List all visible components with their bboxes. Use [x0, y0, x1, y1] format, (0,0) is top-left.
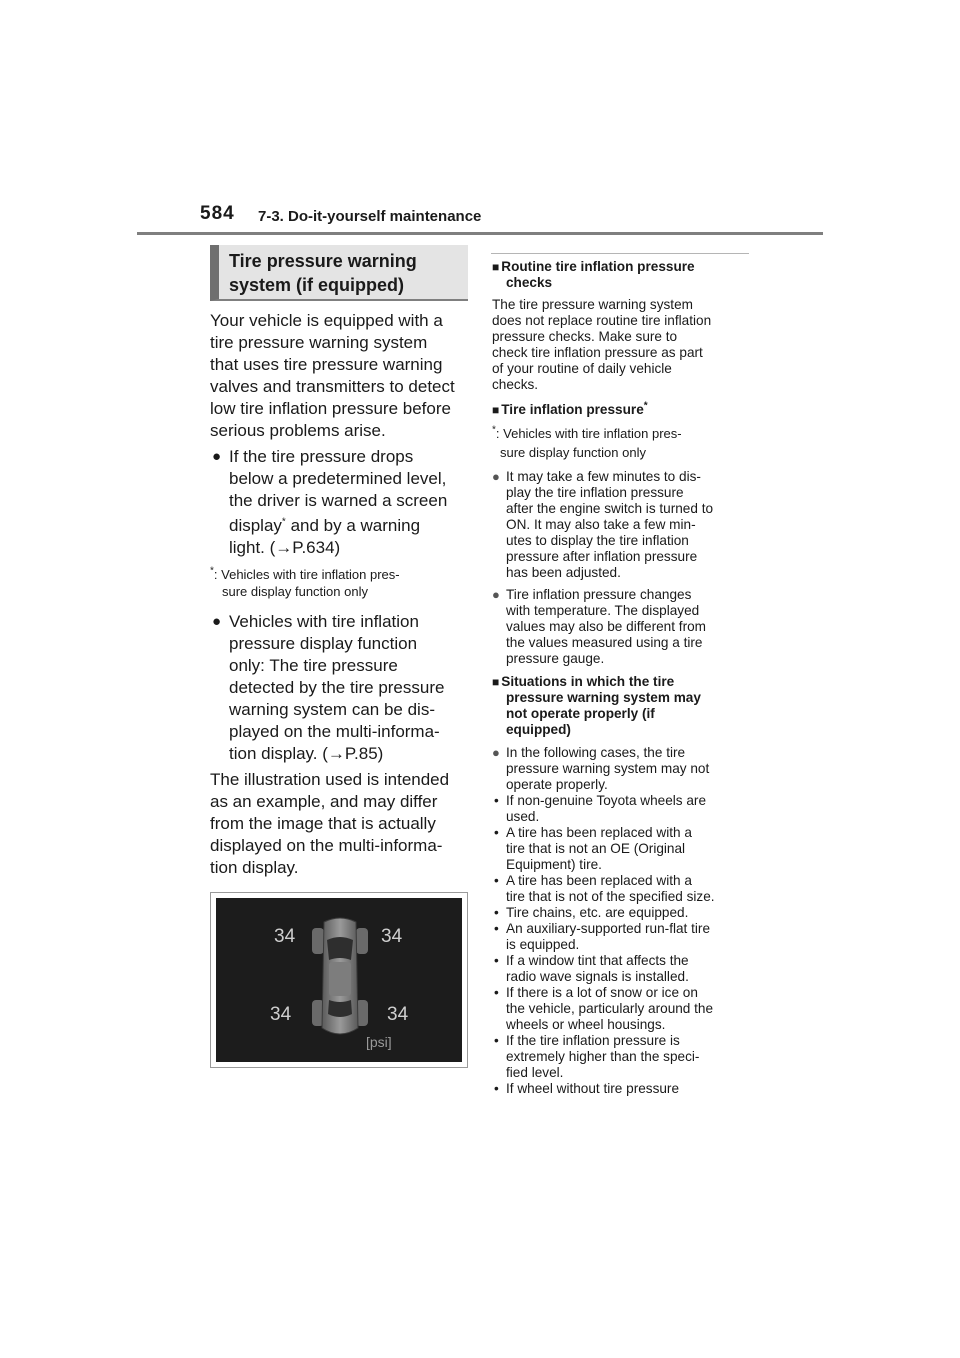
intro-line: low tire inflation pressure before	[210, 399, 451, 418]
rear-left-pressure: 34	[270, 1004, 292, 1025]
right-column	[492, 259, 752, 1097]
body-line: pressure after inflation pressure	[506, 549, 698, 564]
body-line: extremely higher than the speci-	[506, 1049, 700, 1064]
intro-line: Your vehicle is equipped with a	[210, 311, 443, 330]
case-item	[492, 1033, 752, 1081]
body-line: play the tire inflation pressure	[506, 485, 684, 500]
heading-text: Situations in which the tire	[501, 674, 675, 689]
outro-line: as an example, and may differ	[210, 792, 438, 811]
body-line: A tire has been replaced with a	[506, 873, 692, 888]
column-rule	[491, 253, 749, 254]
case-item	[492, 873, 752, 905]
square-bullet-icon: ■	[492, 403, 500, 417]
case-item	[492, 985, 752, 1033]
bullet-line: Vehicles with tire inflation	[229, 612, 419, 631]
bullet-line	[229, 515, 465, 537]
body-line: is equipped.	[506, 937, 580, 952]
footnote-text: sure display function only	[500, 445, 646, 460]
body-line: radio wave signals is installed.	[506, 969, 689, 984]
footnote-marker: *	[643, 400, 648, 412]
body-line: Tire chains, etc. are equipped.	[506, 905, 689, 920]
note-cases	[492, 745, 752, 793]
body-line: A tire has been replaced with a	[506, 825, 692, 840]
bullet-warning-display	[210, 446, 465, 559]
inflation-pressure-heading	[492, 402, 752, 418]
footnote-line	[210, 567, 400, 582]
body-line: of your routine of daily vehicle	[492, 361, 672, 376]
note-delay	[492, 469, 752, 581]
bullet-line	[229, 743, 465, 765]
bullet-dot-icon: ●	[212, 448, 222, 465]
square-bullet-icon: ■	[492, 260, 500, 274]
multi-info-display	[216, 898, 462, 1062]
body-line: fied level.	[506, 1065, 564, 1080]
section-heading	[210, 245, 468, 301]
footnote-text: : Vehicles with tire inflation pres-	[213, 567, 400, 582]
heading-line-2: system (if equipped)	[229, 275, 405, 295]
square-bullet-icon: ■	[492, 675, 500, 689]
dot-bullet-icon: •	[494, 985, 499, 1000]
circle-bullet-icon: ●	[492, 469, 500, 484]
bullet-text: and by a warning	[290, 516, 421, 535]
body-line: pressure gauge.	[506, 651, 605, 666]
section-title: 7-3. Do-it-yourself maintenance	[258, 208, 482, 225]
body-line: The tire pressure warning system	[492, 297, 693, 312]
body-line: If there is a lot of snow or ice on	[506, 985, 698, 1000]
outro-line: displayed on the multi-informa-	[210, 836, 443, 855]
rear-right-pressure: 34	[387, 1004, 409, 1025]
intro-line: serious problems arise.	[210, 421, 386, 440]
body-line: with temperature. The displayed	[506, 603, 700, 618]
body-line: operate properly.	[506, 777, 608, 792]
body-line: Tire inflation pressure changes	[506, 587, 692, 602]
circle-bullet-icon: ●	[492, 587, 500, 602]
body-line: If wheel without tire pressure	[506, 1081, 680, 1096]
bullet-line: If the tire pressure drops	[229, 447, 414, 466]
outro-line: from the image that is actually	[210, 814, 436, 833]
case-item	[492, 793, 752, 825]
heading-text: checks	[506, 275, 553, 290]
case-item	[492, 1081, 752, 1097]
arrow-icon: →	[327, 744, 345, 763]
dot-bullet-icon: •	[494, 953, 499, 968]
body-line: the values measured using a tire	[506, 635, 703, 650]
footnote-text: : Vehicles with tire inflation pres-	[495, 426, 682, 441]
heading-text: Routine tire inflation pressure	[501, 259, 695, 274]
footnote-marker: *	[281, 516, 286, 528]
body-line: utes to display the tire inflation	[506, 533, 689, 548]
body-line: ON. It may also take a few min-	[506, 517, 696, 532]
body-line: If a window tint that affects the	[506, 953, 689, 968]
tire-pressure-illustration	[210, 892, 468, 1068]
footnote-text: sure display function only	[222, 584, 368, 599]
body-line: the vehicle, particularly around the	[506, 1001, 714, 1016]
footnote	[210, 566, 465, 600]
situations-heading	[492, 674, 752, 738]
body-line: checks.	[492, 377, 539, 392]
intro-line: that uses tire pressure warning	[210, 355, 443, 374]
case-item	[492, 905, 752, 921]
bullet-line: played on the multi-informa-	[229, 722, 440, 741]
footnote-marker: *	[210, 565, 214, 577]
page-number: 584	[200, 203, 235, 224]
body-line: An auxiliary-supported run-flat tire	[506, 921, 710, 936]
body-line: If the tire inflation pressure is	[506, 1033, 680, 1048]
outro-line: tion display.	[210, 858, 299, 877]
body-line: tire that is not an OE (Original	[506, 841, 686, 856]
dot-bullet-icon: •	[494, 793, 499, 808]
bullet-pressure-display	[210, 611, 465, 765]
bullet-line: only: The tire pressure	[229, 656, 398, 675]
heading-line-1: Tire pressure warning	[229, 251, 417, 271]
front-left-tire	[312, 928, 324, 954]
circle-bullet-icon: ●	[492, 745, 500, 760]
body-line: tire that is not of the specified size.	[506, 889, 715, 904]
unit-label: [psi]	[366, 1034, 392, 1050]
bullet-line	[229, 537, 465, 559]
inflation-footnote	[492, 424, 752, 462]
bullet-line: pressure display function	[229, 634, 418, 653]
body-line: after the engine switch is turned to	[506, 501, 714, 516]
bullet-dot-icon: ●	[212, 613, 222, 630]
outro-line: The illustration used is intended	[210, 770, 450, 789]
footnote-marker: *	[492, 424, 496, 436]
heading-text: Tire inflation pressure	[501, 402, 644, 417]
body-line: values may also be different from	[506, 619, 706, 634]
dot-bullet-icon: •	[494, 1033, 499, 1048]
case-item	[492, 825, 752, 873]
body-line: check tire inflation pressure as part	[492, 345, 703, 360]
body-line: wheels or wheel housings.	[506, 1017, 666, 1032]
display-word: display	[229, 516, 282, 535]
heading-text: pressure warning system may	[506, 690, 701, 705]
body-line: If non-genuine Toyota wheels are	[506, 793, 707, 808]
body-line: pressure warning system may not	[506, 761, 710, 776]
bullet-line: detected by the tire pressure	[229, 678, 445, 697]
routine-checks-body	[492, 297, 752, 393]
body-line: has been adjusted.	[506, 565, 621, 580]
bullet-line: warning system can be dis-	[229, 700, 435, 719]
page-ref-link[interactable]: P.634)	[292, 538, 341, 557]
heading-text: not operate properly (if	[506, 706, 655, 721]
intro-line: tire pressure warning system	[210, 333, 428, 352]
body-line: used.	[506, 809, 540, 824]
page-ref-link[interactable]: P.85)	[344, 744, 384, 763]
bullet-line: below a predetermined level,	[229, 469, 447, 488]
front-right-pressure: 34	[381, 926, 403, 947]
bullet-line: the driver is warned a screen	[229, 491, 448, 510]
front-left-pressure: 34	[274, 926, 296, 947]
dot-bullet-icon: •	[494, 1081, 499, 1096]
note-temperature	[492, 587, 752, 667]
dot-bullet-icon: •	[494, 921, 499, 936]
intro-paragraph	[210, 310, 465, 442]
body-line: pressure checks. Make sure to	[492, 329, 678, 344]
vehicle-top-view-icon	[216, 898, 462, 1062]
bullet-text: light. (	[229, 538, 276, 557]
body-line: In the following cases, the tire	[506, 745, 686, 760]
front-right-tire	[356, 928, 368, 954]
arrow-icon: →	[275, 538, 293, 557]
outro-paragraph	[210, 769, 465, 879]
routine-checks-heading	[492, 259, 752, 275]
case-item	[492, 953, 752, 985]
bullet-text: tion display. (	[229, 744, 328, 763]
dot-bullet-icon: •	[494, 825, 499, 840]
header-rule	[137, 232, 823, 235]
dot-bullet-icon: •	[494, 873, 499, 888]
intro-line: valves and transmitters to detect	[210, 377, 455, 396]
body-line: does not replace routine tire inflation	[492, 313, 712, 328]
body-line: It may take a few minutes to dis-	[506, 469, 701, 484]
case-item	[492, 921, 752, 953]
body-line: Equipment) tire.	[506, 857, 602, 872]
heading-text: equipped)	[506, 722, 571, 737]
dot-bullet-icon: •	[494, 905, 499, 920]
